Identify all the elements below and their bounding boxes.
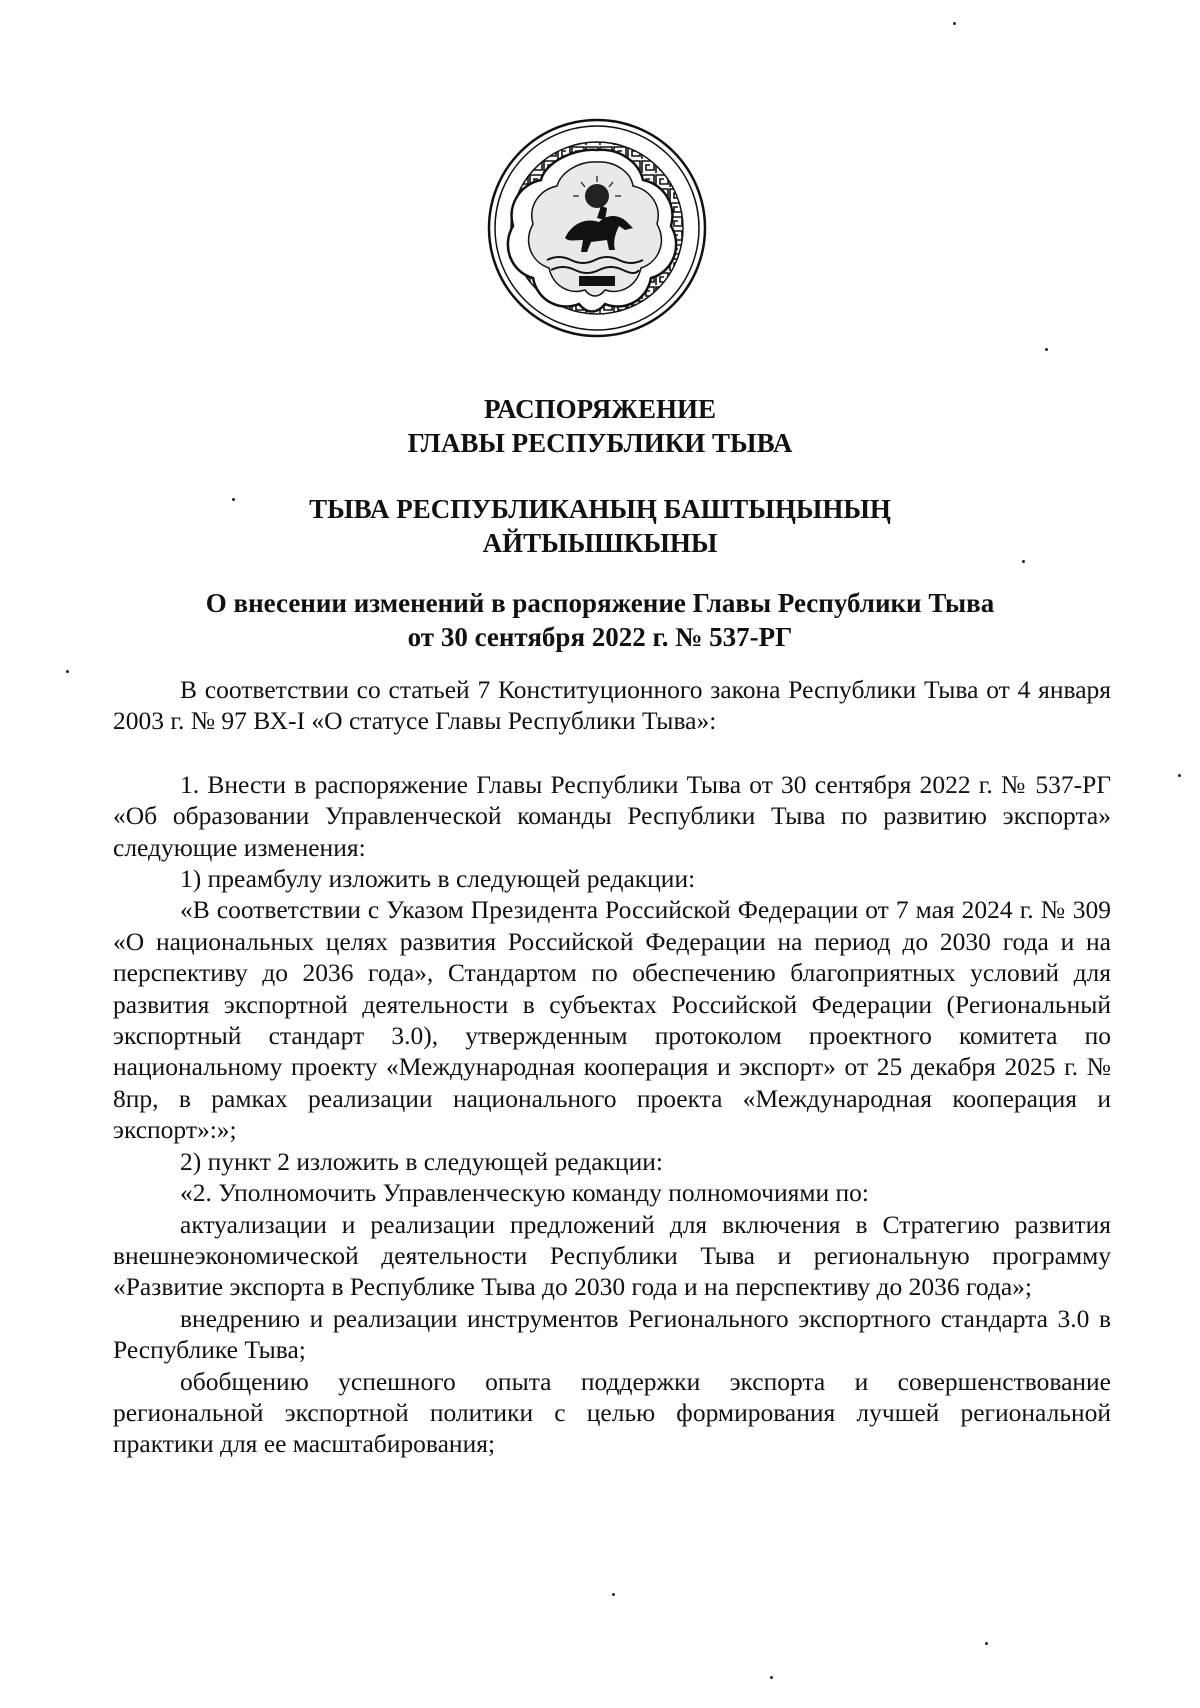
scan-speck (1022, 560, 1025, 563)
document-title-line-1: РАСПОРЯЖЕНИЕ (483, 394, 717, 424)
scan-speck (612, 1593, 615, 1596)
document-title-tuvan-line-2: АЙТЫЫШКЫНЫ (482, 528, 718, 558)
scan-speck (953, 22, 956, 25)
scan-speck (1045, 348, 1048, 351)
paragraph-authority-3: обобщению успешного опыта поддержки экспорта и совершенствование региональной экспортной политики с целью формирования лучшей региональной практики для ее масштабирования; (113, 1366, 1111, 1459)
document-subject-line-2: от 30 сентября 2022 г. № 537-РГ (407, 622, 793, 652)
scan-speck (66, 670, 69, 673)
document-title (0, 392, 1200, 460)
paragraph-preamble-new: «В соответствии с Указом Президента Российской Федерации от 7 мая 2024 г. № 309 «О национальных целях развития Российской Федерации на период до 2030 года и на перспективу до 2036 года», Стандартом по обеспечению благоприятных условий для развития экспортной деятельности в субъектах Российской Федерации (Региональный экспортный стандарт 3.0), утвержденным протоколом проектного комитета по национальному проекту «Международная кооперация и экспорт» от 25 декабря 2025 г. № 8пр, в рамках реализации национального проекта «Международная кооперация и экспорт»:»; (113, 895, 1111, 1145)
document-title-tuvan (0, 492, 1200, 560)
document-title-line-2: ГЛАВЫ РЕСПУБЛИКИ ТЫВА (407, 428, 793, 458)
paragraph-preamble: В соответствии со статьей 7 Конституционного закона Республики Тыва от 4 января 2003 г. № 97 ВХ-I «О статусе Главы Республики Тыва»: (113, 675, 1111, 736)
paragraph-authority-2: внедрению и реализации инструментов Регионального экспортного стандарта 3.0 в Республике Тыва; (113, 1303, 1111, 1365)
paragraph-point-2: «2. Уполномочить Управленческую команду полномочиями по: (180, 1178, 869, 1208)
paragraph-subitem-1: 1) преамбулу изложить в следующей редакции: (180, 864, 696, 894)
scan-speck (1178, 774, 1181, 777)
scan-speck (770, 1676, 773, 1679)
scan-speck (232, 498, 235, 501)
tuva-coat-of-arms-icon (487, 118, 707, 338)
document-title-tuvan-line-1: ТЫВА РЕСПУБЛИКАНЫҢ БАШТЫҢЫНЫҢ (309, 494, 891, 524)
paragraph-authority-1: актуализации и реализации предложений для включения в Стратегию развития внешнеэкономической деятельности Республики Тыва и региональную программу «Развитие экспорта в Республике Тыва до 2030 года и на перспективу до 2036 года»; (113, 1209, 1111, 1302)
document-subject (0, 586, 1200, 654)
scan-speck (985, 1642, 988, 1645)
document-body (113, 674, 1111, 1460)
paragraph-item-1: 1. Внести в распоряжение Главы Республики Тыва от 30 сентября 2022 г. № 537-РГ «Об образовании Управленческой команды Республики Тыва по развитию экспорта» следующие изменения: (113, 769, 1111, 862)
document-subject-line-1: О внесении изменений в распоряжение Главы Республики Тыва (205, 588, 995, 618)
paragraph-subitem-2: 2) пункт 2 изложить в следующей редакции: (180, 1146, 663, 1176)
